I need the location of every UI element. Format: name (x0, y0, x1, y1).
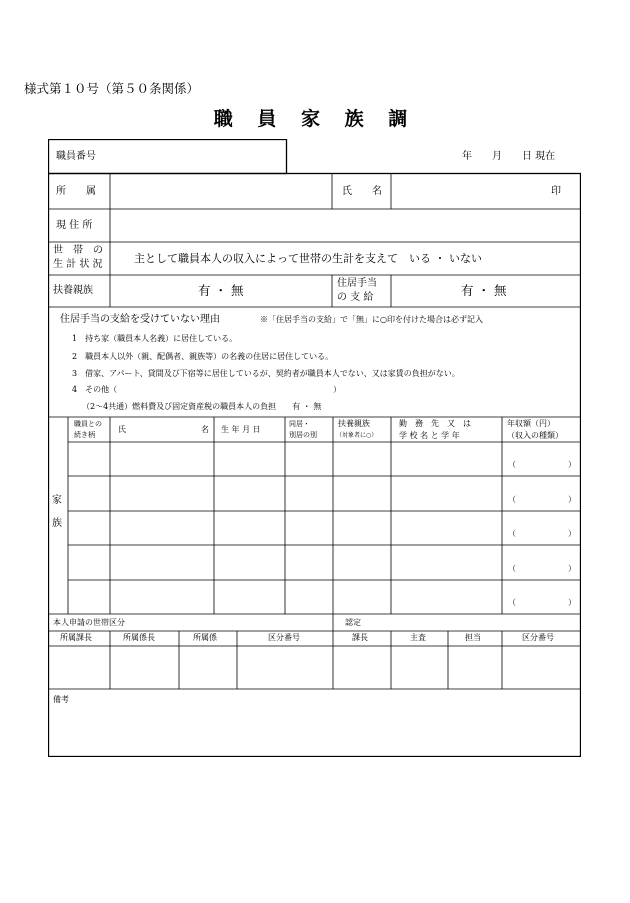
family-side-label-2: 族 (52, 518, 62, 529)
reason-item-4: 4 その他（ ） (72, 385, 342, 394)
col-living-line2: 別居の別 (289, 431, 317, 439)
col-dependent-line1: 扶養親族 (338, 419, 370, 428)
col-unit-chief: 所属係長 (123, 633, 155, 642)
remarks-label: 備考 (53, 695, 69, 704)
col-division-chief: 課長 (352, 633, 368, 642)
col-living-line1: 同居・ (289, 420, 310, 428)
col-work-line2: 学 校 名 と 学 年 (399, 431, 460, 440)
income-paren-open: （ (508, 564, 516, 573)
family-side-label-1: 家 (52, 495, 62, 506)
staff-number-label: 職員番号 (56, 151, 96, 162)
housing-label-line2: の 支 給 (337, 292, 374, 303)
col-unit-staff: 所属係 (193, 633, 217, 642)
income-paren-open: （ (508, 495, 516, 504)
approval-label: 認定 (345, 618, 361, 627)
reason-item-3: 3 借家、アパート、貸間及び下宿等に居住しているが、契約者が職員本人でない、又は家賃の負担がない。 (72, 369, 460, 378)
household-label-line1: 世 帯 の (53, 245, 103, 256)
col-income-line1: 年収額（円） (507, 419, 555, 428)
income-paren-close: ） (568, 529, 576, 538)
col-class-number-left: 区分番号 (268, 633, 300, 642)
seal-label: 印 (551, 186, 561, 197)
col-work-line1: 勤 務 先 又 は (399, 419, 471, 428)
col-dependent-line2: （対象者に○） (336, 432, 378, 439)
housing-label-line1: 住居手当 (337, 278, 377, 289)
col-relation-line1: 職員との (74, 420, 102, 428)
col-supervisor: 主査 (410, 633, 426, 642)
col-name-1: 氏 (118, 425, 126, 434)
income-paren-open: （ (508, 529, 516, 538)
date-label: 年 月 日 現在 (462, 151, 556, 162)
reason-common-note: （2～4共通）燃料費及び固定資産税の職員本人の負担 有 ・ 無 (82, 402, 322, 411)
col-class-number-right: 区分番号 (522, 633, 554, 642)
form-grid-lines (48, 139, 581, 757)
col-staff-in-charge: 担当 (465, 633, 481, 642)
col-section-chief: 所属課長 (60, 633, 92, 642)
family-survey-form (48, 139, 581, 757)
name-label: 氏 名 (342, 186, 382, 197)
affiliation-label: 所 属 (56, 186, 96, 197)
col-relation-line2: 続き柄 (74, 431, 95, 439)
reason-item-1: 1 持ち家（職員本人名義）に居住している。 (72, 334, 238, 343)
form-number: 様式第１０号（第５０条関係） (24, 81, 200, 96)
income-paren-close: ） (568, 564, 576, 573)
dependents-value: 有 ・ 無 (198, 283, 244, 298)
address-label: 現 住 所 (56, 220, 93, 231)
col-income-line2: （収入の種類） (507, 431, 563, 440)
page-title: 職 員 家 族 調 (213, 108, 417, 130)
household-text: 主として職員本人の収入によって世帯の生計を支えて いる ・ いない (134, 252, 482, 265)
reason-item-2: 2 職員本人以外（親、配偶者、親族等）の名義の住居に居住している。 (72, 352, 334, 361)
income-paren-open: （ (508, 460, 516, 469)
housing-value: 有 ・ 無 (461, 283, 507, 298)
col-birth: 生 年 月 日 (221, 425, 261, 434)
dependents-label: 扶養親族 (53, 285, 93, 296)
housing-reason-heading: 住居手当の支給を受けていない理由 (60, 314, 220, 325)
housing-reason-note: ※「住居手当の支給」で「無」に○印を付けた場合は必ず記入 (260, 315, 483, 324)
self-application-label: 本人申請の世帯区分 (53, 618, 125, 627)
income-paren-close: ） (568, 460, 576, 469)
income-paren-close: ） (568, 495, 576, 504)
income-paren-close: ） (568, 598, 576, 607)
household-label-line2: 生 計 状 況 (53, 259, 103, 270)
income-paren-open: （ (508, 598, 516, 607)
col-name-2: 名 (201, 425, 209, 434)
